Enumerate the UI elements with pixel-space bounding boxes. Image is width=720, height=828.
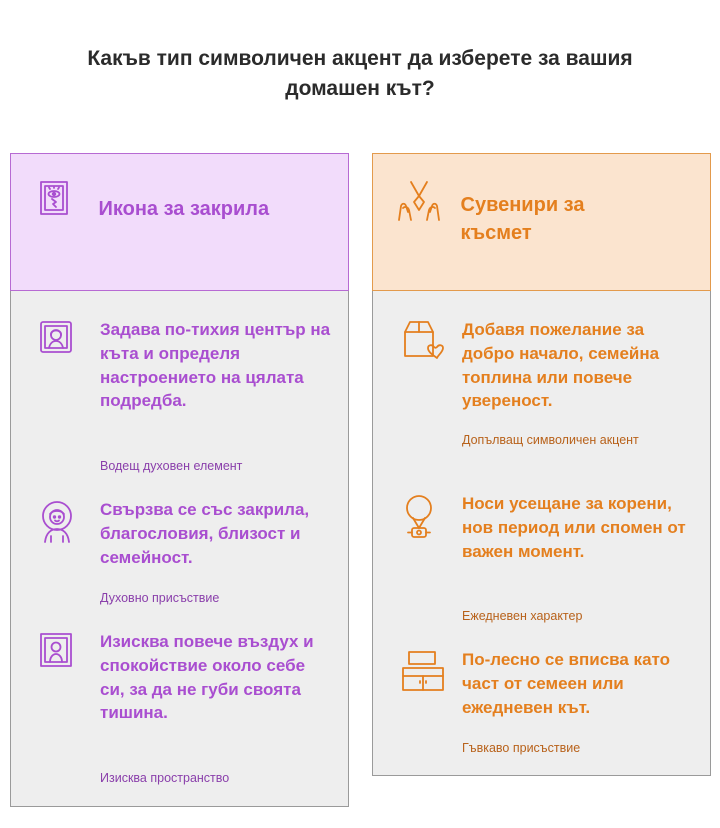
item-label: Допълващ символичен акцент [462, 433, 639, 447]
protection-icon-title: Икона за закрила [98, 197, 270, 220]
luck-souvenirs-card [372, 153, 711, 776]
item-label: Духовно присъствие [100, 591, 220, 605]
luck-souvenirs-title: Сувенири за късмет [460, 193, 585, 244]
framed-icon-eye-icon [39, 180, 77, 224]
item-label: Ежедневен характер [462, 609, 583, 623]
item-text: Добавя пожелание за добро начало, семейна топлина или повече увереност. [462, 320, 660, 411]
framed-portrait-icon [39, 320, 79, 364]
item-text: Свързва се със закрила, благословия, близост и семейност. [100, 500, 310, 567]
item-text: Носи усещане за корени, нов период или спомен от важен момент. [462, 494, 686, 561]
page-title: Какъв тип символичен акцент да изберете за вашия домашен кът? [87, 47, 633, 100]
protection-icon-card-header [10, 153, 349, 291]
hands-pendant-icon [395, 180, 443, 224]
framed-figure-icon [39, 632, 79, 676]
protection-icon-card [10, 153, 349, 807]
item-label: Гъвкаво присъствие [462, 741, 581, 755]
item-text: По-лесно се вписва като част от семеен или ежедневен кът. [462, 650, 671, 717]
item-label: Изисква пространство [100, 771, 230, 785]
box-heart-icon [401, 318, 449, 362]
cabinet-tv-icon [401, 650, 447, 694]
item-text: Изисква повече въздух и спокойствие около себе си, за да не губи своята тишина. [100, 632, 314, 723]
item-label: Водещ духовен елемент [100, 459, 243, 473]
luck-souvenirs-card-header [372, 153, 711, 291]
balloon-keepsake-icon [401, 494, 441, 538]
saint-halo-icon [39, 500, 79, 544]
item-text: Задава по-тихия център на кътa и определя настроението на цялата подредба. [100, 320, 331, 411]
